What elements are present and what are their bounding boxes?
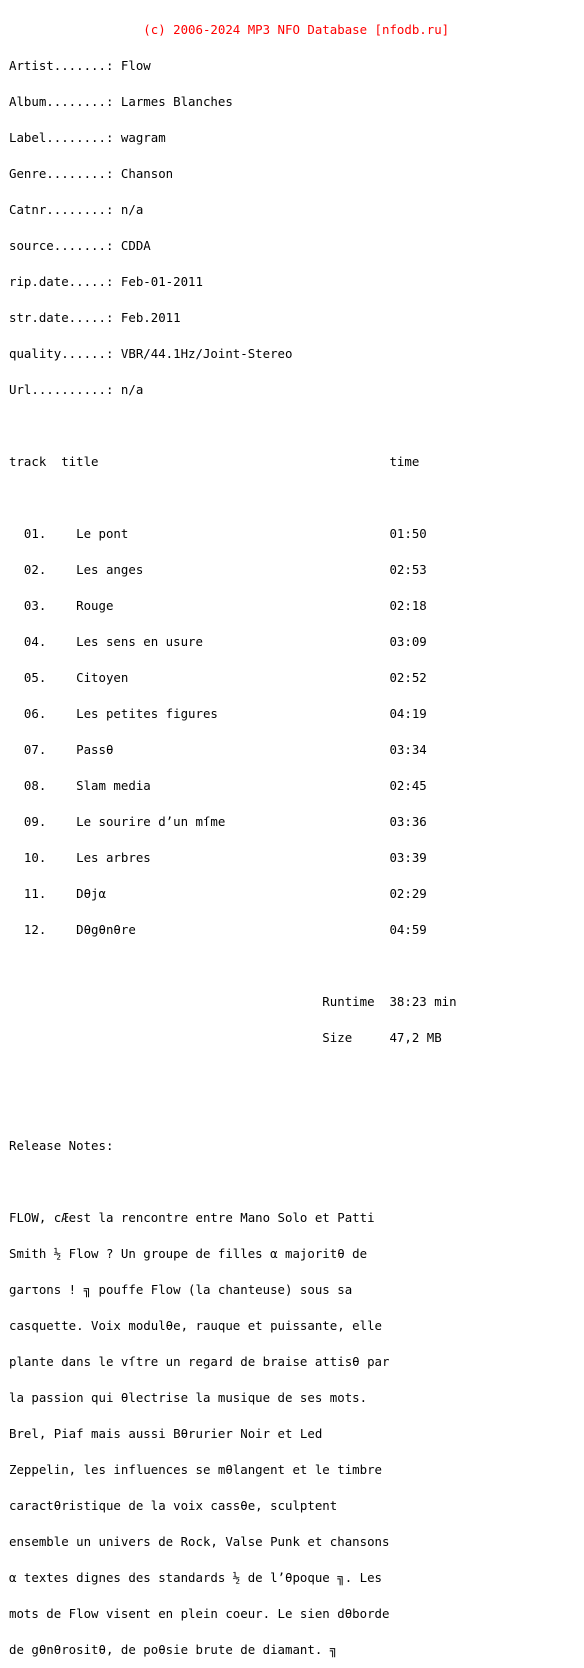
size-total: Size 47,2 MB <box>9 1030 442 1045</box>
release-notes-line: mots de Flow visent en plein coeur. Le sien dθborde <box>9 1606 390 1621</box>
release-notes-line: α textes dignes des standards ½ de l’θpoque ╗. Les <box>9 1570 382 1585</box>
release-notes-line: de gθnθrositθ, de poθsie brute de diamant. ╗ <box>9 1642 338 1657</box>
track-row: 10. Les arbres 03:39 <box>9 850 427 865</box>
track-row: 12. Dθgθnθre 04:59 <box>9 922 427 937</box>
release-notes-line: FLOW, cÆest la rencontre entre Mano Solo et Patti <box>9 1210 375 1225</box>
runtime-total: Runtime 38:23 min <box>9 994 457 1009</box>
release-notes-heading: Release Notes: <box>9 1138 114 1153</box>
blank-line <box>9 960 457 972</box>
info-str-date: str.date.....: Feb.2011 <box>9 310 181 325</box>
info-rip-date: rip.date.....: Feb-01-2011 <box>9 274 203 289</box>
nfo-text-block <box>9 0 457 1668</box>
track-row: 06. Les petites figures 04:19 <box>9 706 427 721</box>
track-row: 04. Les sens en usure 03:09 <box>9 634 427 649</box>
track-row: 11. Dθjα 02:29 <box>9 886 427 901</box>
nfodb-header-link[interactable]: (c) 2006-2024 MP3 NFO Database [nfodb.ru] <box>9 22 450 37</box>
info-genre: Genre........: Chanson <box>9 166 174 181</box>
release-notes-line: Smith ½ Flow ? Un groupe de filles α majoritθ de <box>9 1246 368 1261</box>
blank-line <box>9 1104 457 1116</box>
track-row: 05. Citoyen 02:52 <box>9 670 427 685</box>
track-row: 07. Passθ 03:34 <box>9 742 427 757</box>
blank-line <box>9 420 457 432</box>
tracklist-column-headers: track title time <box>9 454 420 469</box>
info-url: Url..........: n/a <box>9 382 144 397</box>
track-row: 02. Les anges 02:53 <box>9 562 427 577</box>
track-row: 03. Rouge 02:18 <box>9 598 427 613</box>
release-notes-line: caractθristique de la voix cassθe, sculptent <box>9 1498 338 1513</box>
release-notes-line: plante dans le vſtre un regard de braise attisθ par <box>9 1354 390 1369</box>
info-artist: Artist.......: Flow <box>9 58 151 73</box>
blank-line <box>9 492 457 504</box>
info-source: source.......: CDDA <box>9 238 151 253</box>
release-notes-line: Zeppelin, les influences se mθlangent et le timbre <box>9 1462 382 1477</box>
blank-line <box>9 1068 457 1080</box>
info-quality: quality......: VBR/44.1Hz/Joint-Stereo <box>9 346 293 361</box>
track-row: 08. Slam media 02:45 <box>9 778 427 793</box>
info-catnr: Catnr........: n/a <box>9 202 144 217</box>
release-notes-line: la passion qui θlectrise la musique de ses mots. <box>9 1390 368 1405</box>
release-notes-line: ensemble un univers de Rock, Valse Punk et chansons <box>9 1534 390 1549</box>
release-notes-line: Brel, Piaf mais aussi Bθrurier Noir et Led <box>9 1426 323 1441</box>
blank-line <box>9 1176 457 1188</box>
release-notes-line: garτons ! ╗ pouffe Flow (la chanteuse) sous sa <box>9 1282 353 1297</box>
release-notes-line: casquette. Voix modulθe, rauque et puissante, elle <box>9 1318 382 1333</box>
track-row: 09. Le sourire d’un mſme 03:36 <box>9 814 427 829</box>
info-label: Label........: wagram <box>9 130 166 145</box>
info-album: Album........: Larmes Blanches <box>9 94 233 109</box>
track-row: 01. Le pont 01:50 <box>9 526 427 541</box>
